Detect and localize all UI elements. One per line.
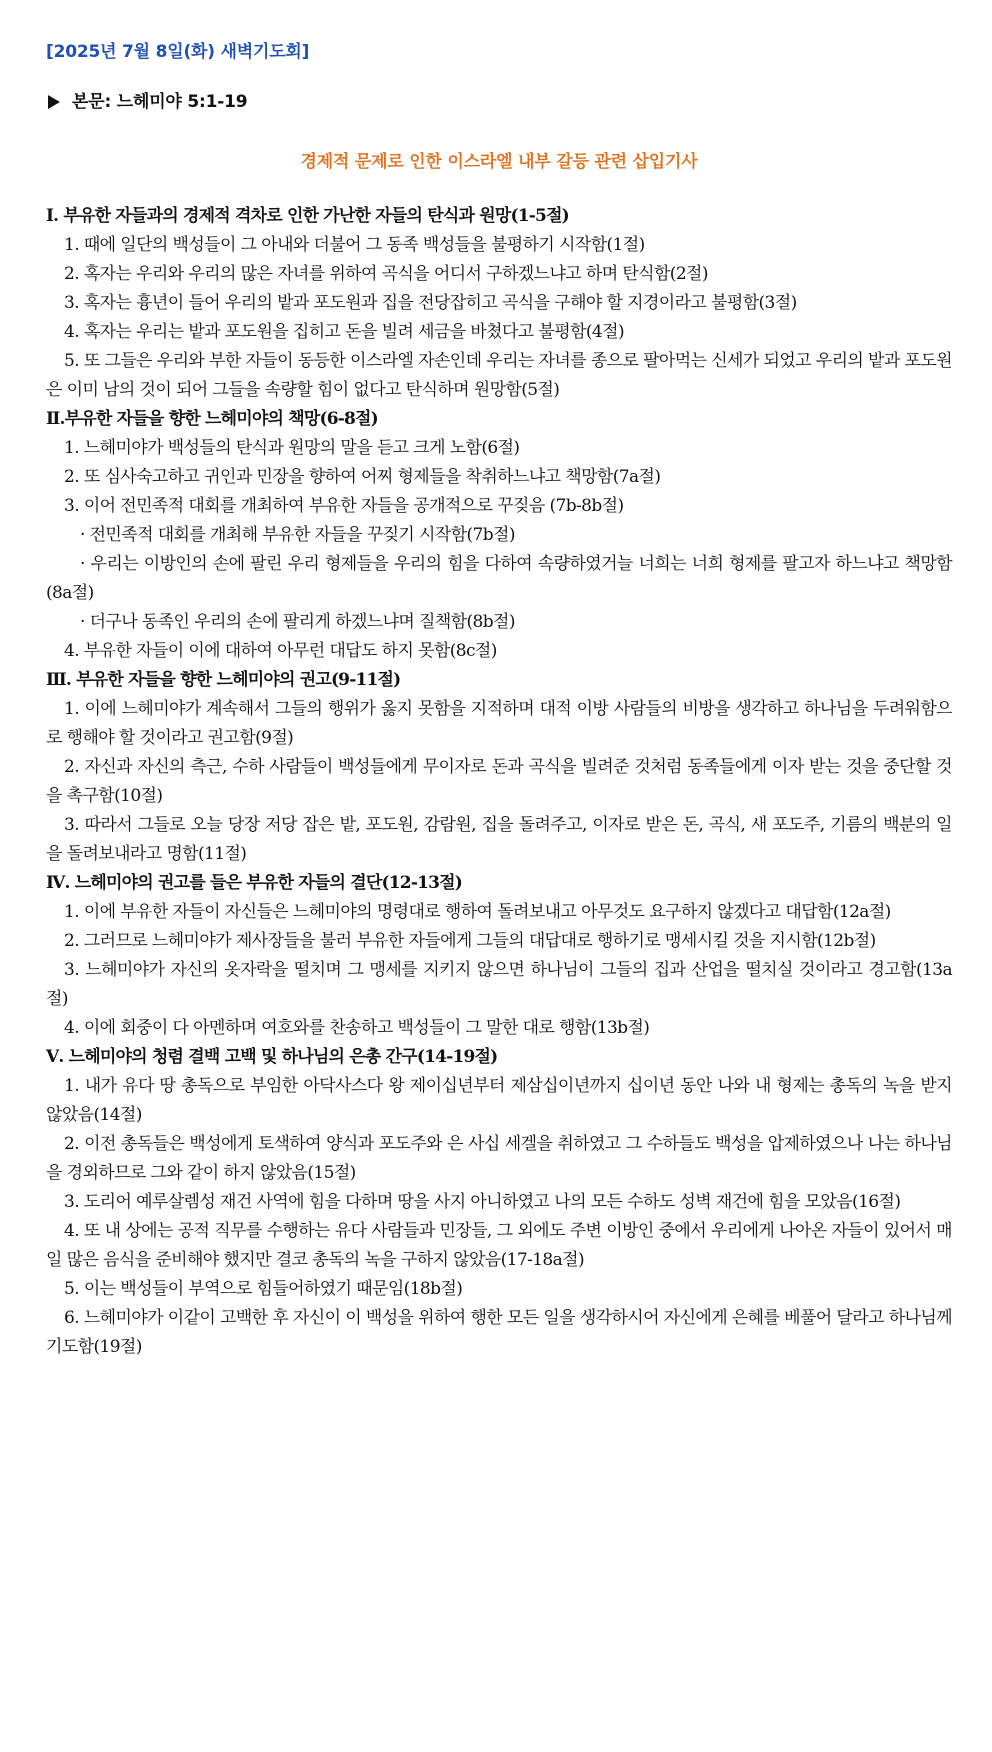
service-date-header: [2025년 7월 8일(화) 새벽기도회]: [46, 42, 310, 62]
outline-item: 2. 이전 총독들은 백성에게 토색하여 양식과 포도주와 은 사십 세겔을 취하였고 그 수하들도 백성을 압제하였으나 나는 하나님을 경외하므로 그와 같이 하지 않았음(15절): [46, 1134, 952, 1183]
outline-item: 4. 부유한 자들이 이에 대하여 아무런 대답도 하지 못함(8c절): [64, 641, 497, 661]
outline-subitem: · 더구나 동족인 우리의 손에 팔리게 하겠느냐며 질책함(8b절): [80, 612, 515, 632]
outline-item: 3. 따라서 그들로 오늘 당장 저당 잡은 밭, 포도원, 감람원, 집을 돌려주고, 이자로 받은 돈, 곡식, 새 포도주, 기름의 백분의 일을 돌려보내라고 명함(11절): [46, 815, 952, 864]
outline-item: 1. 때에 일단의 백성들이 그 아내와 더불어 그 동족 백성들을 불평하기 시작함(1절): [64, 235, 645, 255]
outline-subitem: · 우리는 이방인의 손에 팔린 우리 형제들을 우리의 힘을 다하여 속량하였거늘 너희는 너희 형제를 팔고자 하느냐고 책망함(8a절): [46, 554, 952, 603]
passage-label: 본문: 느헤미야 5:1-19: [72, 92, 248, 112]
outline-item: 3. 느헤미야가 자신의 옷자락을 떨치며 그 맹세를 지키지 않으면 하나님이 그들의 집과 산업을 떨치실 것이라고 경고함(13a절): [46, 960, 952, 1009]
outline-item: 5. 또 그들은 우리와 부한 자들이 동등한 이스라엘 자손인데 우리는 자녀를 종으로 팔아먹는 신세가 되었고 우리의 밭과 포도원은 이미 남의 것이 되어 그들을 속량할 힘이 없다고 탄식하며 원망함(5절): [46, 351, 952, 400]
outline-item: 2. 그러므로 느헤미야가 제사장들을 불러 부유한 자들에게 그들의 대답대로 행하기로 맹세시킬 것을 지시함(12b절): [64, 931, 876, 951]
outline-item: 4. 이에 회중이 다 아멘하며 여호와를 찬송하고 백성들이 그 말한 대로 행함(13b절): [64, 1018, 650, 1038]
outline-item: 3. 혹자는 흉년이 들어 우리의 밭과 포도원과 집을 전당잡히고 곡식을 구해야 할 지경이라고 불평함(3절): [64, 293, 797, 313]
section-title: Ⅱ.부유한 자들을 향한 느헤미야의 책망(6-8절): [46, 409, 378, 429]
outline-body: [46, 202, 952, 1362]
document-page: [46, 40, 952, 1362]
outline-item: 3. 도리어 예루살렘성 재건 사역에 힘을 다하며 땅을 사지 아니하였고 나의 모든 수하도 성벽 재건에 힘을 모았음(16절): [64, 1192, 901, 1212]
outline-item: 1. 이에 부유한 자들이 자신들은 느헤미야의 명령대로 행하여 돌려보내고 아무것도 요구하지 않겠다고 대답함(12a절): [64, 902, 891, 922]
outline-item: 4. 또 내 상에는 공적 직무를 수행하는 유다 사람들과 민장들, 그 외에도 주변 이방인 중에서 우리에게 나아온 자들이 있어서 매일 많은 음식을 준비해야 했지만 결코 총독의 녹을 구하지 않았음(17-18a절): [46, 1221, 952, 1270]
sermon-subtitle: 경제적 문제로 인한 이스라엘 내부 갈등 관련 삽입기사: [300, 152, 698, 172]
outline-item: 6. 느헤미야가 이같이 고백한 후 자신이 이 백성을 위하여 행한 모든 일을 생각하시어 자신에게 은혜를 베풀어 달라고 하나님께 기도함(19절): [46, 1308, 952, 1357]
outline-item: 3. 이어 전민족적 대회를 개최하여 부유한 자들을 공개적으로 꾸짖음 (7b-8b절): [64, 496, 624, 516]
scripture-passage: [46, 90, 952, 114]
outline-item: 5. 이는 백성들이 부역으로 힘들어하였기 때문임(18b절): [64, 1279, 463, 1299]
triangle-bullet-icon: [48, 95, 60, 109]
outline-item: 1. 이에 느헤미야가 계속해서 그들의 행위가 옳지 못함을 지적하며 대적 이방 사람들의 비방을 생각하고 하나님을 두려워함으로 행해야 할 것이라고 권고함(9절): [46, 699, 952, 748]
section-title: Ⅲ. 부유한 자들을 향한 느헤미야의 권고(9-11절): [46, 670, 401, 690]
section-title: Ⅳ. 느헤미야의 권고를 들은 부유한 자들의 결단(12-13절): [46, 873, 462, 893]
section-title: Ⅴ. 느헤미야의 청렴 결백 고백 및 하나님의 은총 간구(14-19절): [46, 1047, 498, 1067]
outline-subitem: · 전민족적 대회를 개최해 부유한 자들을 꾸짖기 시작함(7b절): [80, 525, 515, 545]
outline-item: 2. 또 심사숙고하고 귀인과 민장을 향하여 어찌 형제들을 착취하느냐고 책망함(7a절): [64, 467, 661, 487]
outline-item: 2. 혹자는 우리와 우리의 많은 자녀를 위하여 곡식을 어디서 구하겠느냐고 하며 탄식함(2절): [64, 264, 708, 284]
section-title: Ⅰ. 부유한 자들과의 경제적 격차로 인한 가난한 자들의 탄식과 원망(1-5절): [46, 206, 569, 226]
outline-item: 1. 느헤미야가 백성들의 탄식과 원망의 말을 듣고 크게 노함(6절): [64, 438, 520, 458]
outline-item: 4. 혹자는 우리는 밭과 포도원을 집히고 돈을 빌려 세금을 바쳤다고 불평함(4절): [64, 322, 624, 342]
outline-item: 2. 자신과 자신의 측근, 수하 사람들이 백성들에게 무이자로 돈과 곡식을 빌려준 것처럼 동족들에게 이자 받는 것을 중단할 것을 촉구함(10절): [46, 757, 952, 806]
outline-item: 1. 내가 유다 땅 총독으로 부임한 아닥사스다 왕 제이십년부터 제삼십이년까지 십이년 동안 나와 내 형제는 총독의 녹을 받지 않았음(14절): [46, 1076, 952, 1125]
